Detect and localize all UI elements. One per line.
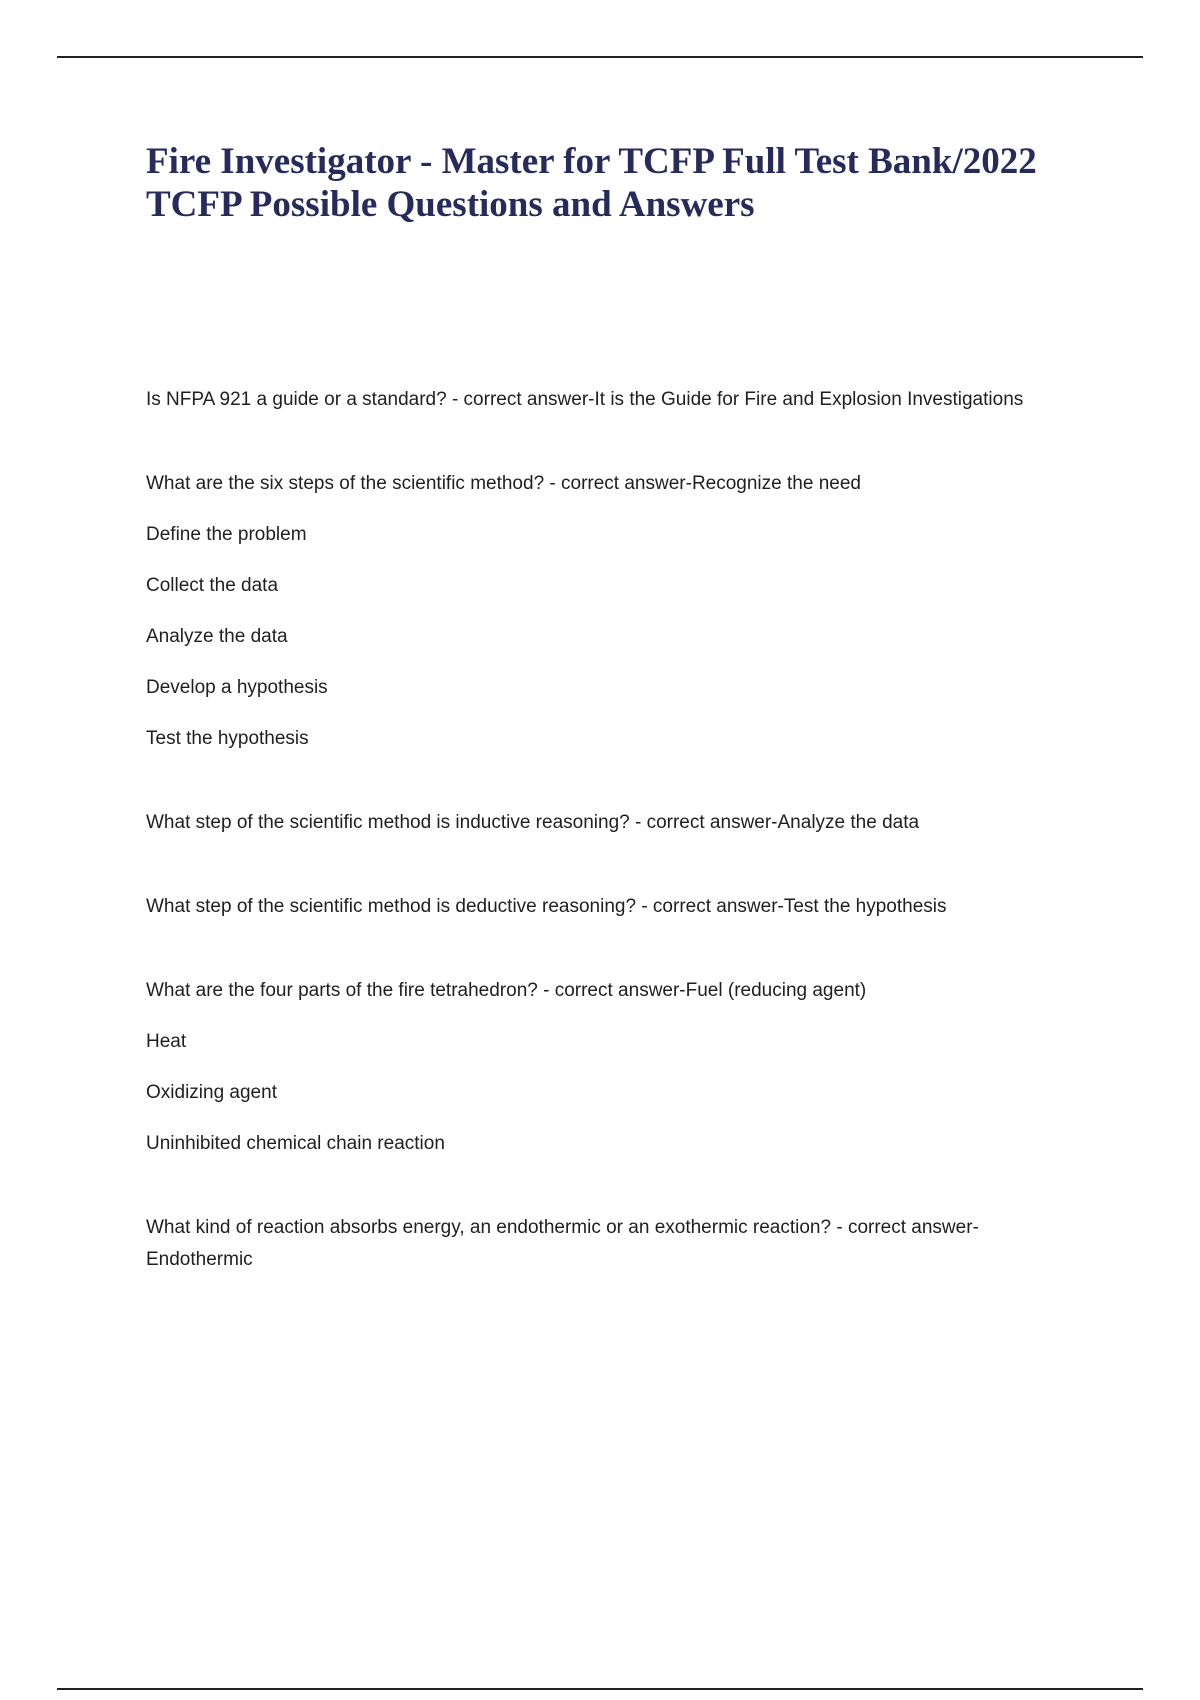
- answer-line: Analyze the data: [146, 626, 288, 647]
- answer-line: Test the hypothesis: [146, 728, 309, 749]
- qa-list: [146, 384, 1086, 1328]
- question-text: What are the six steps of the scientific method? - correct answer-Recognize the need: [146, 473, 861, 494]
- top-divider: [57, 56, 1143, 58]
- answer-line: Heat: [146, 1031, 187, 1052]
- answer-line: Oxidizing agent: [146, 1082, 277, 1103]
- question-text: What are the four parts of the fire tetrahedron? - correct answer-Fuel (reducing agent): [146, 980, 867, 1001]
- question-text: What step of the scientific method is inductive reasoning? - correct answer-Analyze the data: [146, 812, 920, 833]
- qa-item: [146, 468, 1086, 755]
- question-text: What kind of reaction absorbs energy, an endothermic or an exothermic reaction? - correct answer-: [146, 1217, 979, 1238]
- document-title: Fire Investigator - Master for TCFP Full Test Bank/2022 TCFP Possible Questions and Answers: [146, 141, 1037, 225]
- answer-line: Develop a hypothesis: [146, 677, 328, 698]
- answer-line: Collect the data: [146, 575, 279, 596]
- qa-item: [146, 975, 1086, 1160]
- question-text: Is NFPA 921 a guide or a standard? - correct answer-It is the Guide for Fire and Explosion Investigations: [146, 389, 1024, 410]
- answer-line: Endothermic: [146, 1249, 253, 1270]
- qa-item: [146, 891, 1086, 923]
- answer-line: Uninhibited chemical chain reaction: [146, 1133, 445, 1154]
- answer-line: Define the problem: [146, 524, 307, 545]
- qa-item: [146, 384, 1086, 416]
- qa-item: [146, 807, 1086, 839]
- bottom-divider: [57, 1688, 1143, 1690]
- question-text: What step of the scientific method is deductive reasoning? - correct answer-Test the hypothesis: [146, 896, 947, 917]
- qa-item: [146, 1212, 1086, 1276]
